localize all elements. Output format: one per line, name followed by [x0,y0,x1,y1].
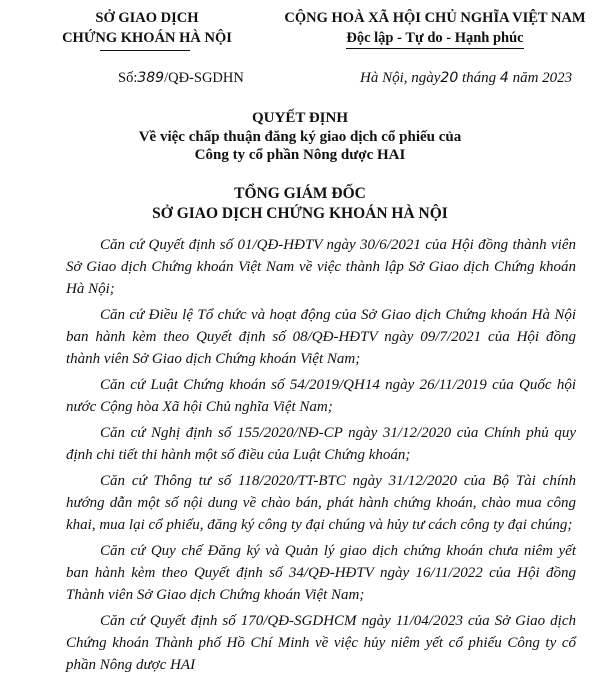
basis-paragraph: Căn cứ Quyết định số 170/QĐ-SGDHCM ngày 11/04/2023 của Sở Giao dịch Chứng khoán Thành phố Hồ Chí Minh về việc hủy niêm yết cổ phiếu Công ty cổ phần Nông dược HAI [66,613,576,673]
authority-line-1: TỔNG GIÁM ĐỐC [234,185,366,202]
document-number [118,70,244,87]
date-month: 4 [499,70,509,86]
docno-prefix: Số: [118,70,138,86]
decision-title [0,108,600,164]
docno-handwritten: 389 [137,70,165,86]
issuing-authority [0,184,600,224]
legal-basis [66,234,576,680]
date-line [360,70,572,87]
authority-line-2: SỞ GIAO DỊCH CHỨNG KHOÁN HÀ NỘI [152,205,448,222]
national-header [280,8,590,48]
basis-paragraph: Căn cứ Nghị định số 155/2020/NĐ-CP ngày 31/12/2020 của Chính phủ quy định chi tiết thi hành một số điều của Luật Chứng khoán; [66,425,576,463]
org-line-1: SỞ GIAO DỊCH [95,10,199,26]
org-underline [100,50,190,51]
basis-paragraph: Căn cứ Điều lệ Tổ chức và hoạt động của Sở Giao dịch Chứng khoán Hà Nội ban hành kèm theo Quyết định số 08/QĐ-HĐTV ngày 09/7/2021 của Hội đồng thành viên Sở Giao dịch Chứng khoán Việt Nam; [66,307,576,367]
issuing-organization [42,8,252,48]
country-name: CỘNG HOÀ XÃ HỘI CHỦ NGHĨA VIỆT NAM [284,10,586,26]
date-year: năm 2023 [512,70,573,86]
basis-paragraph: Căn cứ Quy chế Đăng ký và Quản lý giao dịch chứng khoán chưa niêm yết ban hành kèm theo Quyết định số 34/QĐ-HĐTV ngày 16/11/2022 của Hội đồng Thành viên Sở Giao dịch Chứng khoán Việt Nam; [66,543,576,603]
date-month-label: tháng [462,70,497,86]
org-line-2: CHỨNG KHOÁN HÀ NỘI [62,30,232,46]
motto-underline [346,48,524,49]
basis-paragraph: Căn cứ Thông tư số 118/2020/TT-BTC ngày 31/12/2020 của Bộ Tài chính hướng dẫn một số nội dung về chào bán, phát hành chứng khoán, chào mua công khai, mua lại cổ phiếu, đăng ký công ty đại chúng và hủy tư cách công ty đại chúng; [66,473,576,533]
title-line-2: Về việc chấp thuận đăng ký giao dịch cổ phiếu của [138,129,462,145]
docno-suffix: /QĐ-SGDHN [164,70,244,86]
title-line-1: QUYẾT ĐỊNH [252,110,348,126]
national-motto: Độc lập - Tự do - Hạnh phúc [346,30,524,46]
date-place: Hà Nội, ngày [360,70,441,86]
basis-paragraph: Căn cứ Quyết định số 01/QĐ-HĐTV ngày 30/6/2021 của Hội đồng thành viên Sở Giao dịch Chứng khoán Việt Nam về việc thành lập Sở Giao dịch Chứng khoán Hà Nội; [66,237,576,297]
date-day: 20 [440,70,459,86]
title-line-3: Công ty cổ phần Nông dược HAI [194,147,406,163]
basis-paragraph: Căn cứ Luật Chứng khoán số 54/2019/QH14 ngày 26/11/2019 của Quốc hội nước Cộng hòa Xã hội Chủ nghĩa Việt Nam; [66,377,576,415]
